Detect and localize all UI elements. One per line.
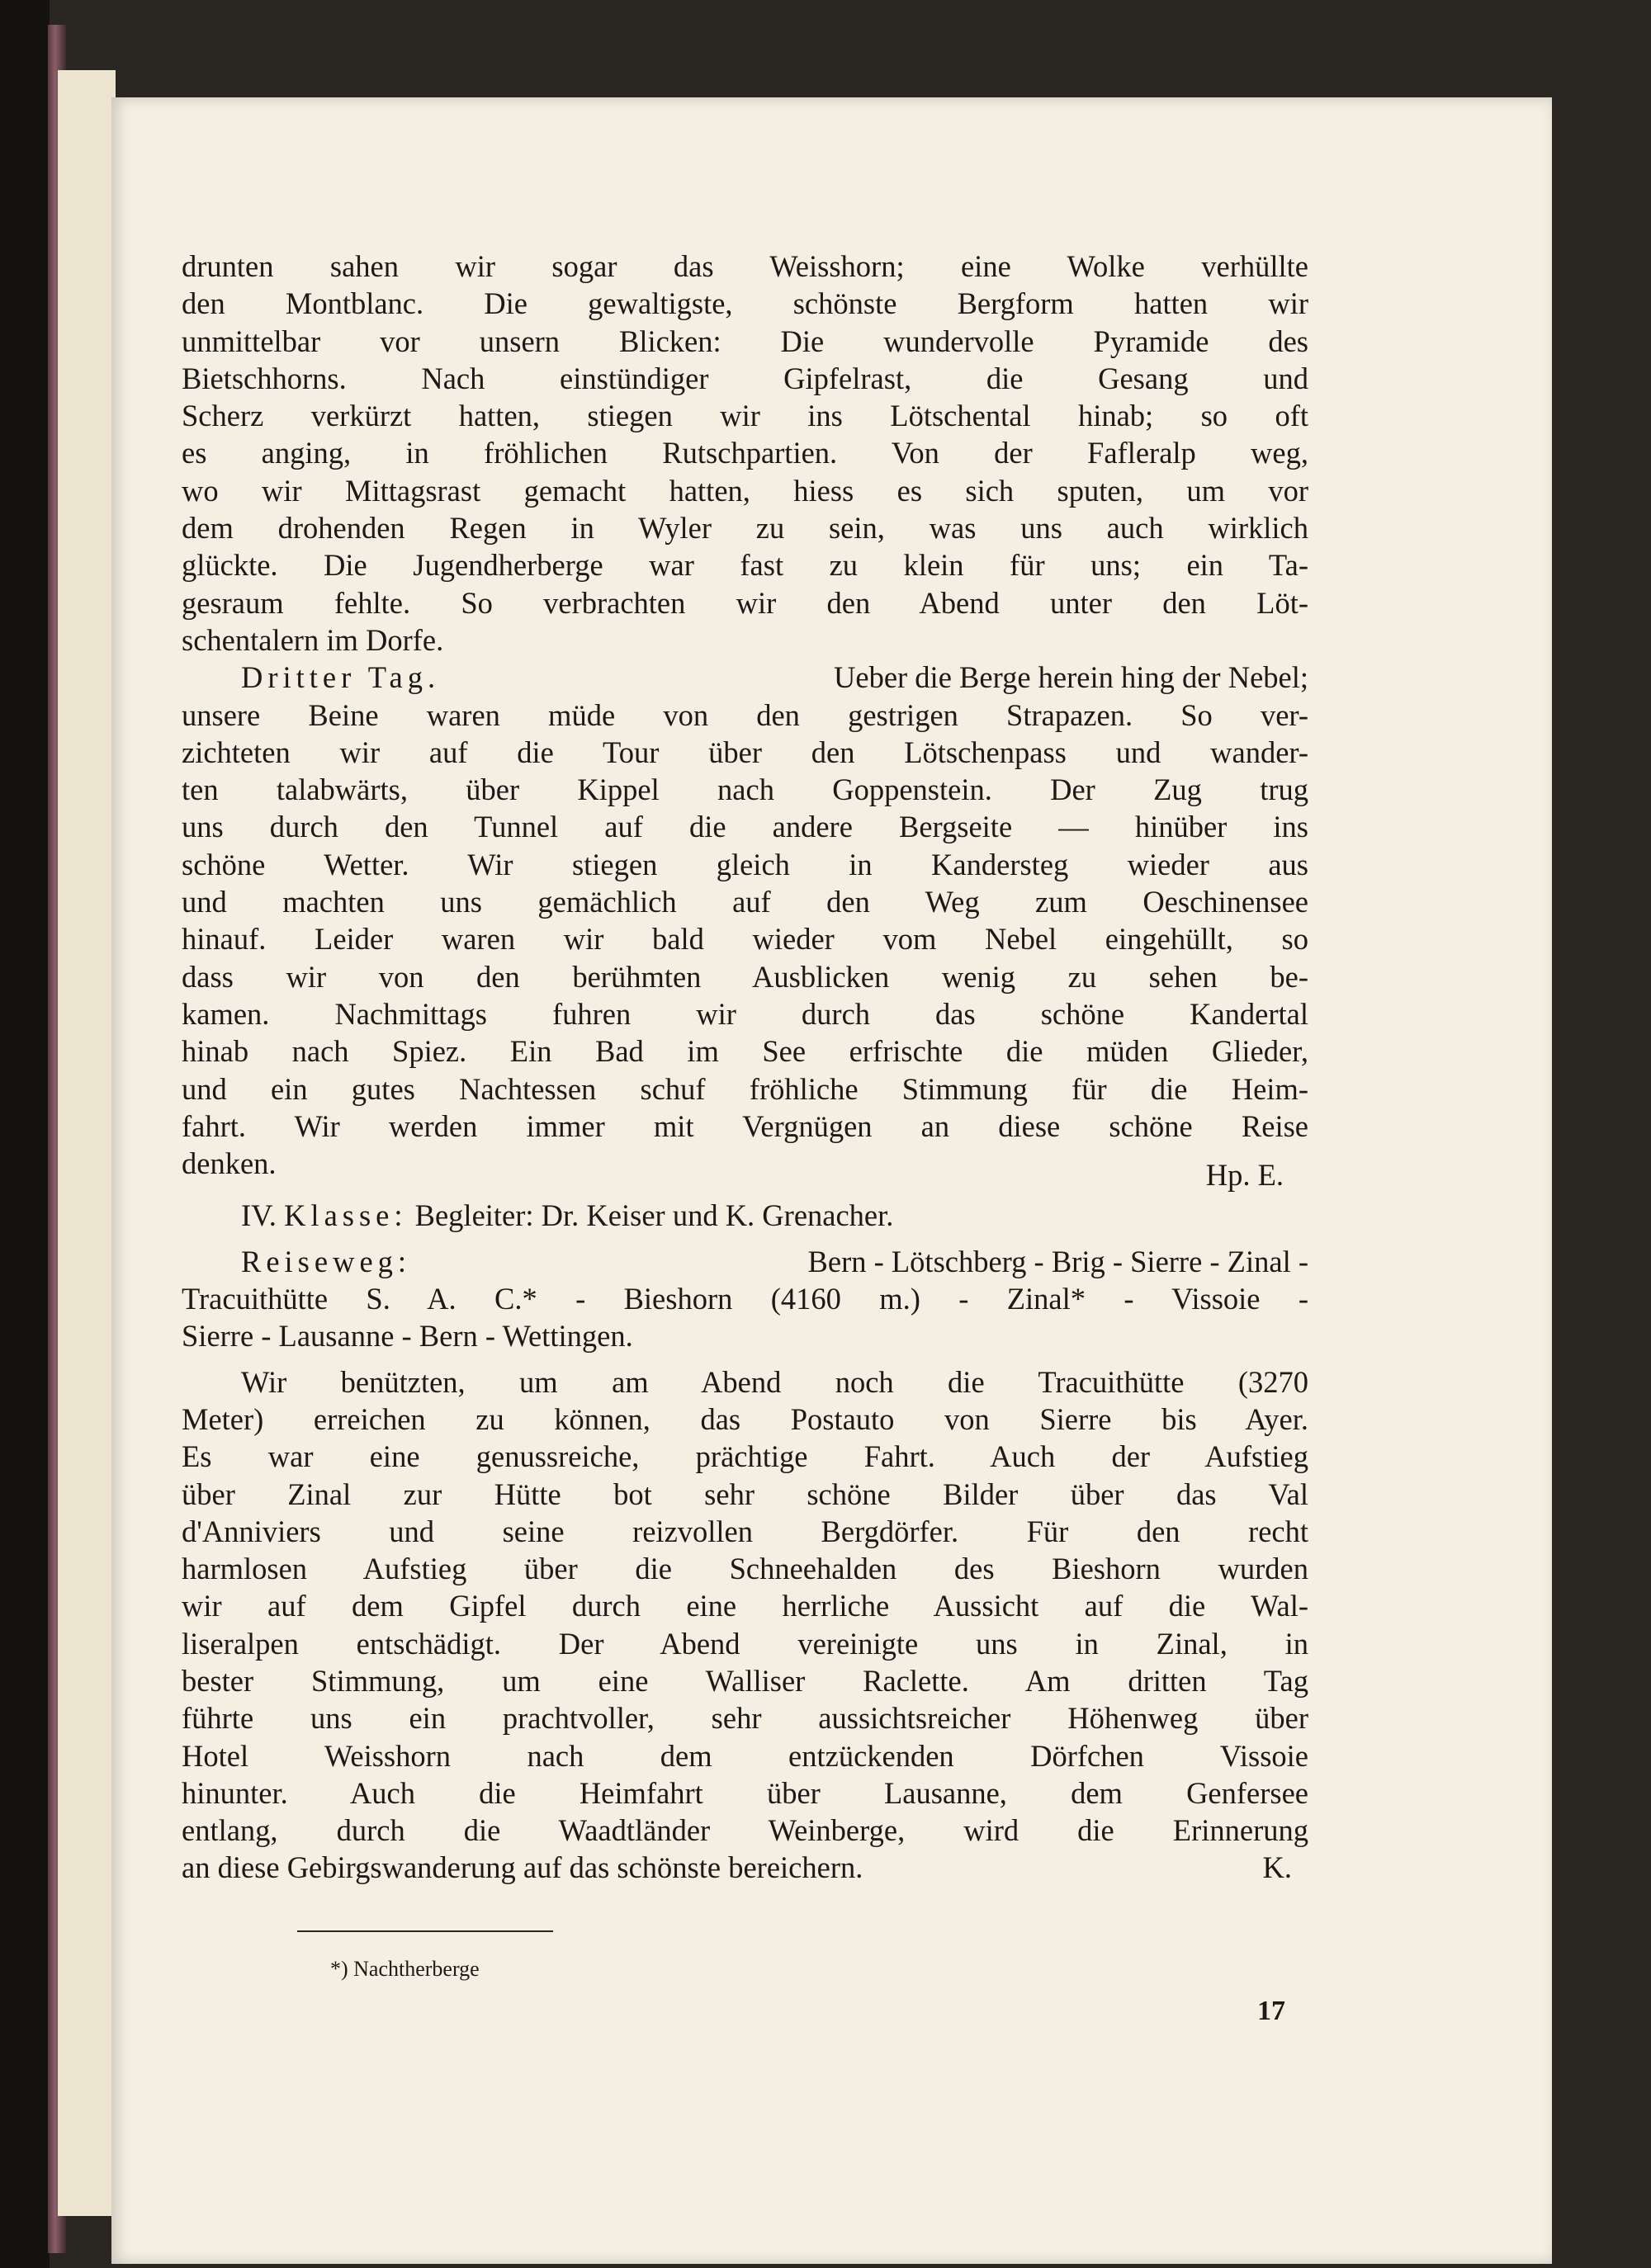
text-line: liseralpen entschädigt. Der Abend vereinigte uns in Zinal, in: [182, 1626, 1308, 1661]
text-line: d'Anniviers und seine reizvollen Bergdörfer. Für den recht: [182, 1514, 1308, 1548]
footnote-divider: [297, 1930, 553, 1932]
spacer: [182, 1182, 1308, 1197]
text-line: schentalern im Dorfe.: [182, 622, 444, 657]
text-line: wo wir Mittagsrast gemacht hatten, hiess es sich sputen, um vor: [182, 473, 1308, 508]
text-line: [182, 1243, 1308, 1280]
text-line: den Montblanc. Die gewaltigste, schönste Bergform hatten wir: [182, 286, 1308, 321]
text-line: bester Stimmung, um eine Walliser Raclette. Am dritten Tag: [182, 1663, 1308, 1698]
text-line: Hotel Weisshorn nach dem entzückenden Dörfchen Vissoie: [182, 1738, 1308, 1773]
footnote: *) Nachtherberge: [330, 1957, 480, 1981]
text-fragment: Ueber die Berge herein hing der Nebel;: [834, 660, 1308, 695]
section-heading-klasse: Klasse:: [284, 1198, 408, 1233]
author-signature: K.: [1262, 1850, 1292, 1885]
text-line: und machten uns gemächlich auf den Weg zum Oeschinensee: [182, 885, 1308, 919]
text-line: dem drohenden Regen in Wyler zu sein, was uns auch wirklich: [182, 511, 1308, 546]
spacer: [182, 1235, 1308, 1243]
class-iv-heading: [182, 1197, 1308, 1234]
book-spine: [0, 0, 50, 2268]
text-line: glückte. Die Jugendherberge war fast zu klein für uns; ein Ta-: [182, 548, 1308, 583]
text-fragment: an diese Gebirgswanderung auf das schönste bereichern.: [182, 1850, 863, 1885]
text-line: wir auf dem Gipfel durch eine herrliche Aussicht auf die Wal-: [182, 1589, 1308, 1623]
paragraph-dritter-tag: [182, 659, 1308, 1193]
author-signature: Hp. E.: [1205, 1158, 1284, 1193]
text-line: es anging, in fröhlichen Rutschpartien. Von der Fafleralp weg,: [182, 436, 1308, 470]
paragraph-reiseweg: [182, 1243, 1308, 1355]
text-line: Scherz verkürzt hatten, stiegen wir ins Lötschental hinab; so oft: [182, 399, 1308, 433]
text-line: ten talabwärts, über Kippel nach Goppenstein. Der Zug trug: [182, 773, 1308, 807]
text-line: [182, 659, 1308, 696]
previous-page-edge: [58, 70, 116, 2216]
text-line: Sierre - Lausanne - Bern - Wettingen.: [182, 1319, 633, 1354]
text-line: führte uns ein prachtvoller, sehr aussichtsreicher Höhenweg über: [182, 1701, 1308, 1736]
text-line: drunten sahen wir sogar das Weisshorn; eine Wolke verhüllte: [182, 249, 1308, 283]
text-line: gesraum fehlte. So verbrachten wir den Abend unter den Löt-: [182, 585, 1308, 620]
section-heading-dritter-tag: Dritter Tag.: [241, 660, 441, 695]
text-line: über Zinal zur Hütte bot sehr schöne Bilder über das Val: [182, 1477, 1308, 1511]
text-line: Wir benützten, um am Abend noch die Tracuithütte (3270: [241, 1364, 1308, 1399]
text-fragment: denken.: [182, 1146, 277, 1181]
class-number: IV.: [241, 1198, 277, 1233]
page-body: [182, 248, 1308, 1887]
text-line: harmlosen Aufstieg über die Schneehalden des Bieshorn wurden: [182, 1552, 1308, 1586]
text-line: kamen. Nachmittags fuhren wir durch das schöne Kandertal: [182, 996, 1308, 1031]
class-escorts: Begleiter: Dr. Keiser und K. Grenacher.: [414, 1198, 894, 1233]
text-line: schöne Wetter. Wir stiegen gleich in Kandersteg wieder aus: [182, 847, 1308, 881]
text-line: Bietschhorns. Nach einstündiger Gipfelrast, die Gesang und: [182, 361, 1308, 395]
text-line: hinauf. Leider waren wir bald wieder vom Nebel eingehüllt, so: [182, 922, 1308, 957]
text-line: [182, 1197, 1308, 1234]
spacer: [182, 1355, 1308, 1363]
text-line: dass wir von den berühmten Ausblicken wenig zu sehen be-: [182, 959, 1308, 994]
section-heading-reiseweg: Reiseweg:: [241, 1244, 412, 1278]
paragraph-1: [182, 248, 1308, 659]
text-line: und ein gutes Nachtessen schuf fröhliche Stimmung für die Heim-: [182, 1071, 1308, 1106]
text-line: Es war eine genussreiche, prächtige Fahrt. Auch der Aufstieg: [182, 1439, 1308, 1474]
text-line: Tracuithütte S. A. C.* - Bieshorn (4160 m.) - Zinal* - Vissoie -: [182, 1282, 1308, 1316]
paragraph-4: [182, 1363, 1308, 1887]
text-line: entlang, durch die Waadtländer Weinberge, wird die Erinnerung: [182, 1813, 1308, 1848]
text-line: hinab nach Spiez. Ein Bad im See erfrischte die müden Glieder,: [182, 1034, 1308, 1069]
text-line: uns durch den Tunnel auf die andere Bergseite — hinüber ins: [182, 810, 1308, 844]
page-number: 17: [1257, 1996, 1285, 2026]
text-line: zichteten wir auf die Tour über den Lötschenpass und wander-: [182, 735, 1308, 769]
text-line: Meter) erreichen zu können, das Postauto von Sierre bis Ayer.: [182, 1401, 1308, 1436]
text-line: [182, 1849, 1308, 1886]
text-line: [182, 1145, 1308, 1193]
text-line: unsere Beine waren müde von den gestrigen Strapazen. So ver-: [182, 697, 1308, 732]
text-line: hinunter. Auch die Heimfahrt über Lausanne, dem Genfersee: [182, 1775, 1308, 1810]
text-line: fahrt. Wir werden immer mit Vergnügen an diese schöne Reise: [182, 1108, 1308, 1143]
text-line: unmittelbar vor unsern Blicken: Die wundervolle Pyramide des: [182, 324, 1308, 358]
text-fragment: Bern - Lötschberg - Brig - Sierre - Zinal -: [807, 1244, 1308, 1278]
